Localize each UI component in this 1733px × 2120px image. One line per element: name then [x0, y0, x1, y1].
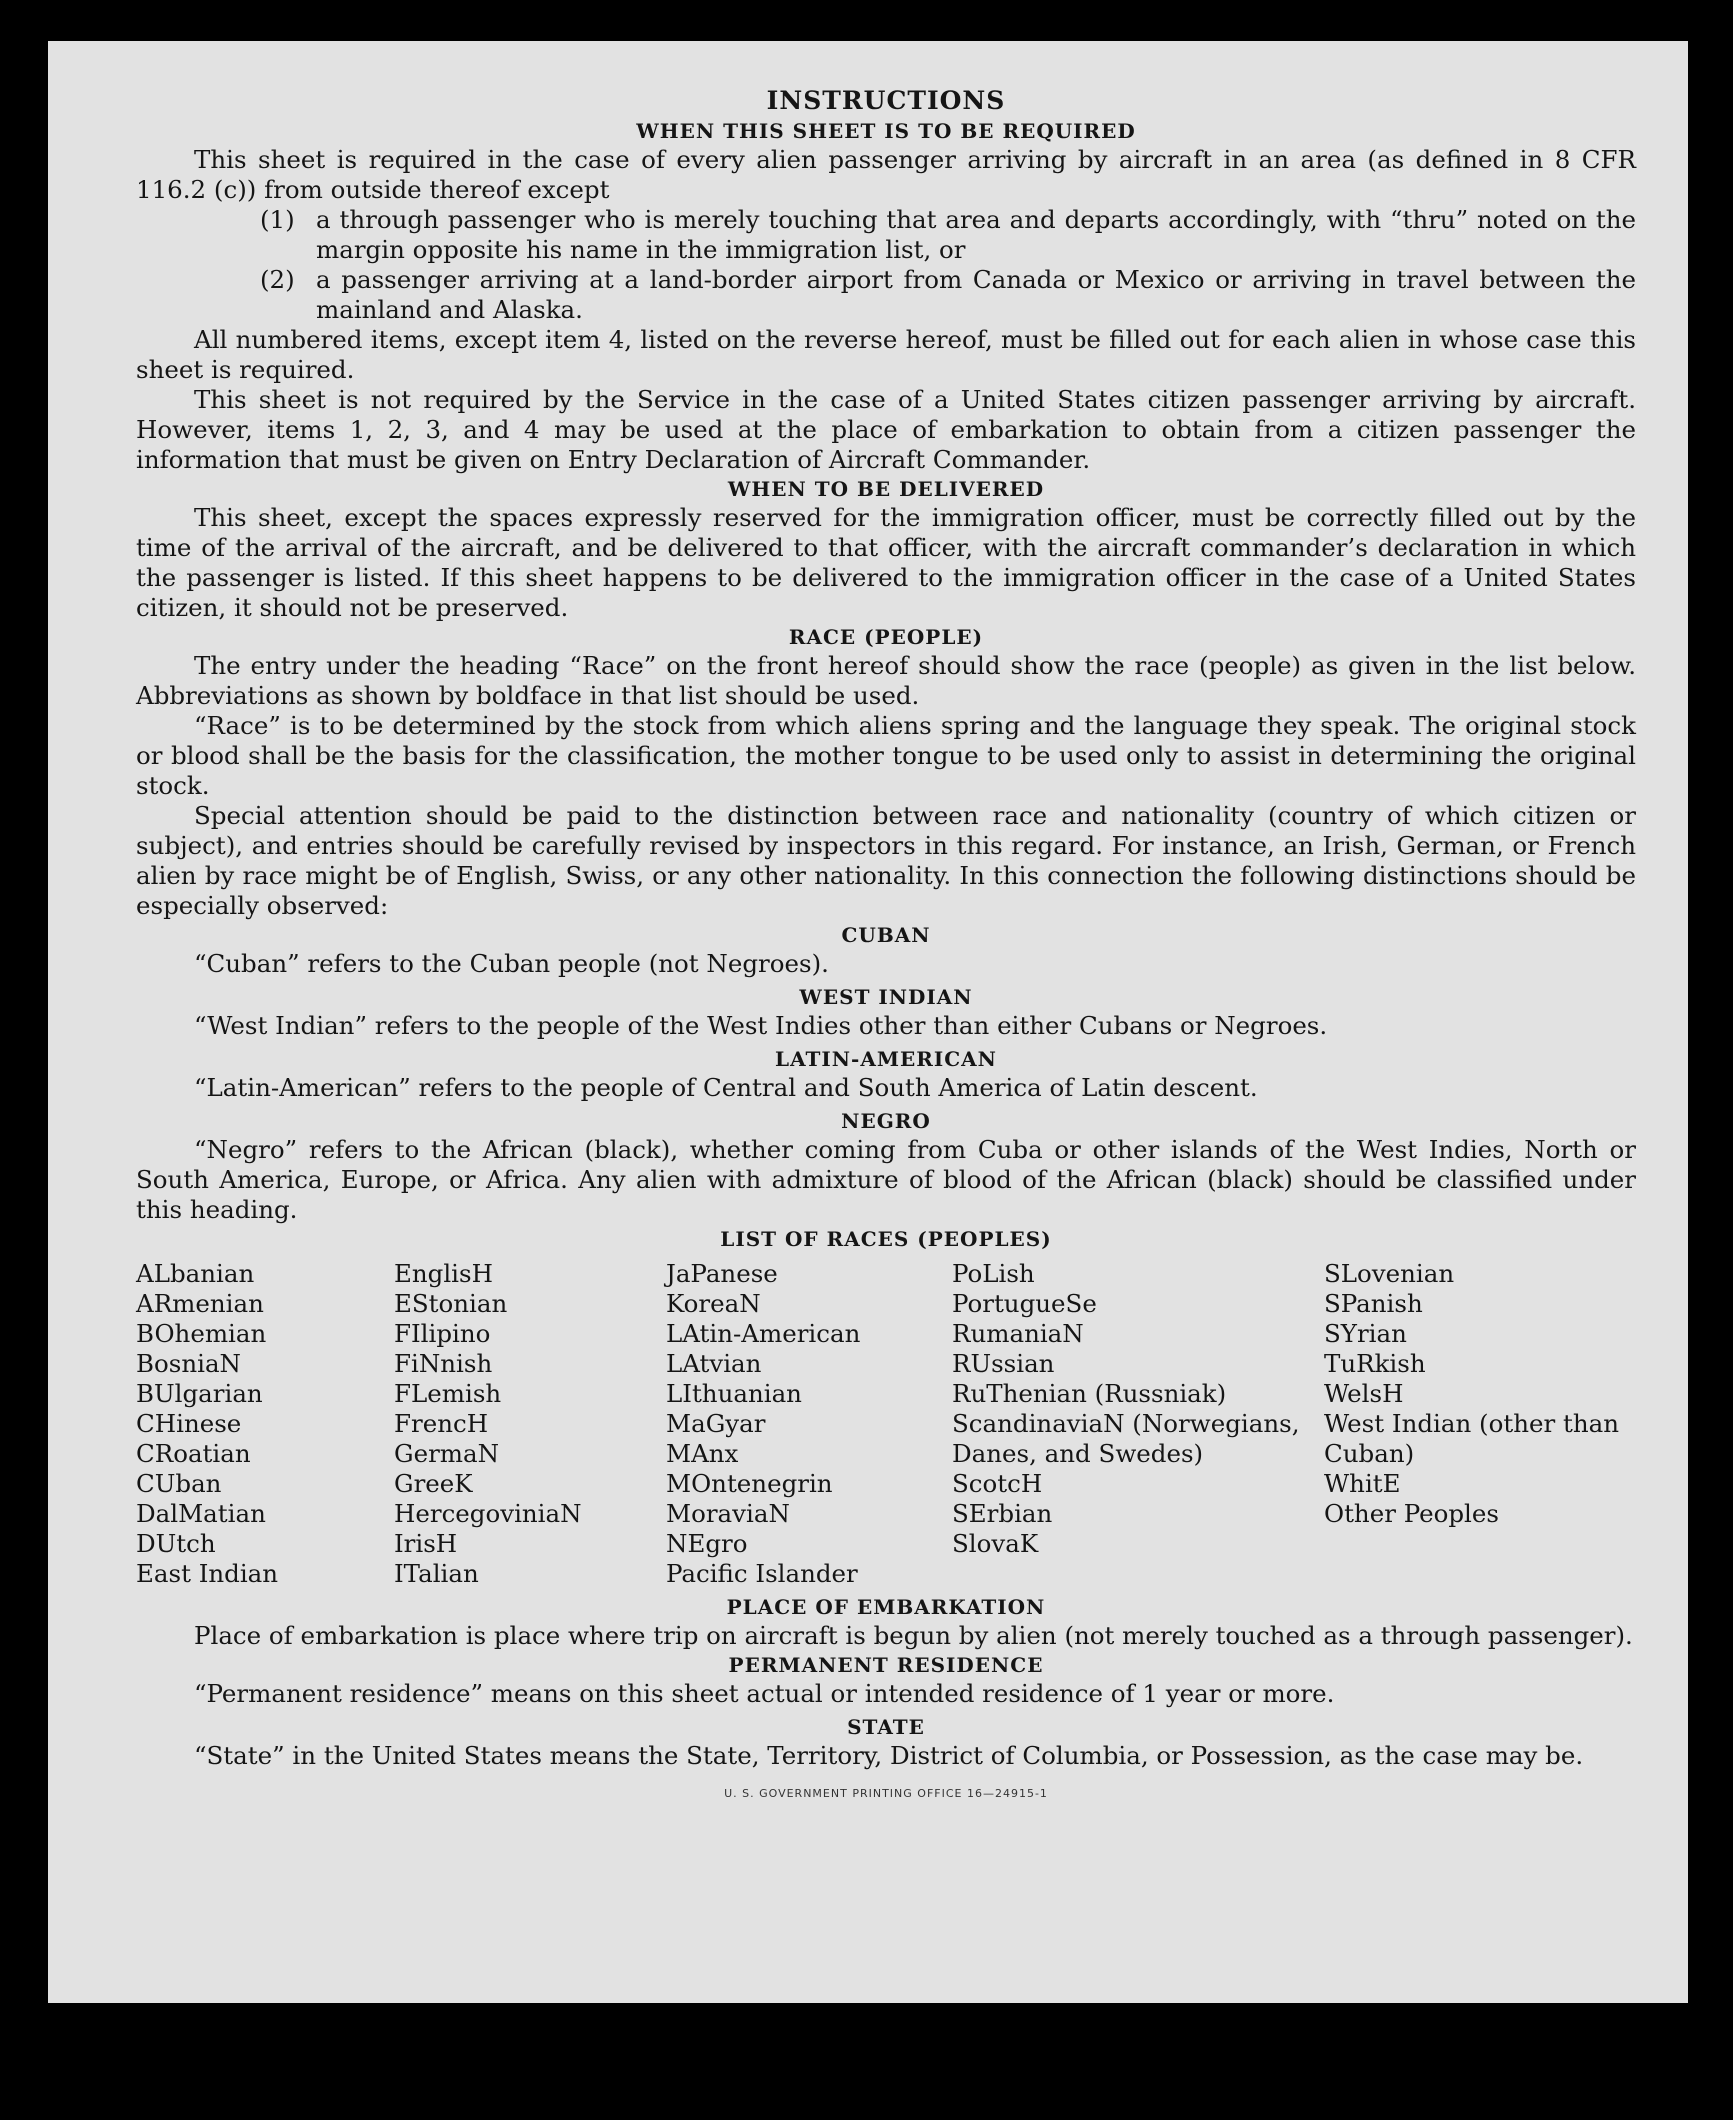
document-sheet [48, 41, 1688, 2003]
race-entry: LIthuanian [666, 1379, 802, 1408]
race-entry: ITalian [394, 1559, 479, 1588]
printer-imprint: U. S. GOVERNMENT PRINTING OFFICE 16—24915-1 [724, 1787, 1048, 1800]
race-entry: FrencH [394, 1409, 489, 1438]
heading-negro: NEGRO [841, 1109, 931, 1133]
race-entry: CHinese [136, 1409, 242, 1438]
race-entry: ScandinaviaN (Norwegians, Danes, and Swedes) [952, 1409, 1308, 1468]
race-entry: CUban [136, 1469, 222, 1498]
item-number: (1) [260, 205, 295, 234]
race-entry: CRoatian [136, 1439, 251, 1468]
item-text: a passenger arriving at a land-border airport from Canada or Mexico or arriving in travel between the mainland and Alaska. [316, 265, 1636, 324]
race-entry: LAtin-American [666, 1319, 861, 1348]
race-entry: Other Peoples [1324, 1499, 1499, 1528]
race-entry: FiNnish [394, 1349, 493, 1378]
race-entry: DUtch [136, 1529, 216, 1558]
heading-cuban: CUBAN [841, 923, 931, 947]
race-entry: WhitE [1324, 1469, 1401, 1498]
race-entry: SPanish [1324, 1289, 1423, 1318]
race-column-4 [952, 1259, 1324, 1589]
race-entry: WelsH [1324, 1379, 1404, 1408]
race-entry: FIlipino [394, 1319, 491, 1348]
page-title: INSTRUCTIONS [766, 86, 1006, 115]
race-entry: RuThenian (Russniak) [952, 1379, 1227, 1408]
race-entry: RUssian [952, 1349, 1055, 1378]
race-entry: BosniaN [136, 1349, 241, 1378]
paragraph-latin-american: “Latin-American” refers to the people of Central and South America of Latin descent. [194, 1073, 1258, 1102]
race-entry: ARmenian [136, 1289, 264, 1318]
exception-item-2 [260, 265, 1636, 325]
race-entry: DalMatian [136, 1499, 266, 1528]
race-entry: TuRkish [1324, 1349, 1426, 1378]
race-entry: EStonian [394, 1289, 508, 1318]
race-entry: HercegoviniaN [394, 1499, 582, 1528]
race-entry: SYrian [1324, 1319, 1407, 1348]
paragraph-race-distinction: Special attention should be paid to the distinction between race and nationality (country of which citizen or subject), and entries should be carefully revised by inspectors in this regard. For instance, an Irish, German, or French alien by race might be of English, Swiss, or any other nationality. In this connection the following distinctions should be especially observed: [136, 801, 1636, 920]
heading-race: RACE (PEOPLE) [788, 625, 984, 649]
item-number: (2) [260, 265, 295, 294]
paragraph-delivered: This sheet, except the spaces expressly reserved for the immigration officer, must be correctly filled out by the time of the arrival of the aircraft, and be delivered to that officer, with the aircraft commander’s declaration in which the passenger is listed. If this sheet happens to be delivered to the immigration officer in the case of a United States citizen, it should not be preserved. [136, 503, 1636, 622]
race-entry: GermaN [394, 1439, 500, 1468]
race-list [136, 1259, 1636, 1589]
paragraph-required: This sheet is required in the case of every alien passenger arriving by aircraft in an area (as defined in 8 CFR 116.2 (c)) from outside thereof except [136, 145, 1636, 204]
race-entry: LAtvian [666, 1349, 762, 1378]
paragraph-numbered-items: All numbered items, except item 4, listed on the reverse hereof, must be filled out for each alien in whose case this sheet is required. [136, 325, 1636, 384]
race-entry: ALbanian [136, 1259, 255, 1288]
paragraph-race-stock: “Race” is to be determined by the stock from which aliens spring and the language they speak. The original stock or blood shall be the basis for the classification, the mother tongue to be used only to assist in determining the original stock. [136, 711, 1636, 800]
race-entry: SErbian [952, 1499, 1053, 1528]
race-entry: SlovaK [952, 1529, 1039, 1558]
race-entry: MaGyar [666, 1409, 766, 1438]
heading-residence: PERMANENT RESIDENCE [728, 1653, 1044, 1677]
heading-when-delivered: WHEN TO BE DELIVERED [727, 477, 1045, 501]
race-entry: East Indian [136, 1559, 279, 1588]
heading-west-indian: WEST INDIAN [799, 985, 973, 1009]
race-column-5 [1324, 1259, 1627, 1589]
race-entry: PortugueSe [952, 1289, 1097, 1318]
race-entry: BUlgarian [136, 1379, 263, 1408]
paragraph-negro: “Negro” refers to the African (black), whether coming from Cuba or other islands of the West Indies, North or South America, Europe, or Africa. Any alien with admixture of blood of the African (black) should be classified under this heading. [136, 1135, 1636, 1224]
heading-embarkation: PLACE OF EMBARKATION [726, 1595, 1046, 1619]
race-entry: IrisH [394, 1529, 458, 1558]
paragraph-west-indian: “West Indian” refers to the people of the West Indies other than either Cubans or Negroes. [194, 1011, 1328, 1040]
item-text: a through passenger who is merely touching that area and departs accordingly, with “thru” noted on the margin opposite his name in the immigration list, or [316, 205, 1636, 264]
race-entry: KoreaN [666, 1289, 761, 1318]
paragraph-residence: “Permanent residence” means on this sheet actual or intended residence of 1 year or more. [194, 1679, 1335, 1708]
race-entry: Pacific Islander [666, 1559, 858, 1588]
race-entry: MoraviaN [666, 1499, 790, 1528]
heading-list-of-races: LIST OF RACES (PEOPLES) [720, 1227, 1052, 1251]
race-column-1 [136, 1259, 394, 1589]
paragraph-cuban: “Cuban” refers to the Cuban people (not Negroes). [194, 949, 829, 978]
race-entry: NEgro [666, 1529, 748, 1558]
race-entry: PoLish [952, 1259, 1035, 1288]
race-entry: MOntenegrin [666, 1469, 833, 1498]
race-entry: MAnx [666, 1439, 739, 1468]
paragraph-state: “State” in the United States means the State, Territory, District of Columbia, or Possession, as the case may be. [194, 1741, 1584, 1770]
heading-state: STATE [847, 1715, 925, 1739]
exception-item-1 [260, 205, 1636, 265]
race-entry: JaPanese [666, 1259, 778, 1288]
paragraph-embarkation: Place of embarkation is place where trip on aircraft is begun by alien (not merely touched as a through passenger). [194, 1621, 1633, 1650]
paragraph-race-entry: The entry under the heading “Race” on the front hereof should show the race (people) as given in the list below. Abbreviations as shown by boldface in that list should be used. [136, 651, 1636, 710]
heading-when-required: WHEN THIS SHEET IS TO BE REQUIRED [636, 119, 1136, 143]
race-entry: ScotcH [952, 1469, 1043, 1498]
race-entry: BOhemian [136, 1319, 267, 1348]
paragraph-citizen: This sheet is not required by the Service in the case of a United States citizen passenger arriving by aircraft. However, items 1, 2, 3, and 4 may be used at the place of embarkation to obtain from a citizen passenger the information that must be given on Entry Declaration of Aircraft Commander. [136, 385, 1636, 474]
race-entry: FLemish [394, 1379, 502, 1408]
instructions-content [136, 85, 1636, 1811]
heading-latin-american: LATIN-AMERICAN [775, 1047, 997, 1071]
race-column-2 [394, 1259, 666, 1589]
race-entry: EnglisH [394, 1259, 493, 1288]
race-entry: GreeK [394, 1469, 473, 1498]
race-entry: West Indian (other than Cuban) [1324, 1409, 1627, 1468]
race-entry: SLovenian [1324, 1259, 1455, 1288]
race-entry: RumaniaN [952, 1319, 1084, 1348]
race-column-3 [666, 1259, 952, 1589]
